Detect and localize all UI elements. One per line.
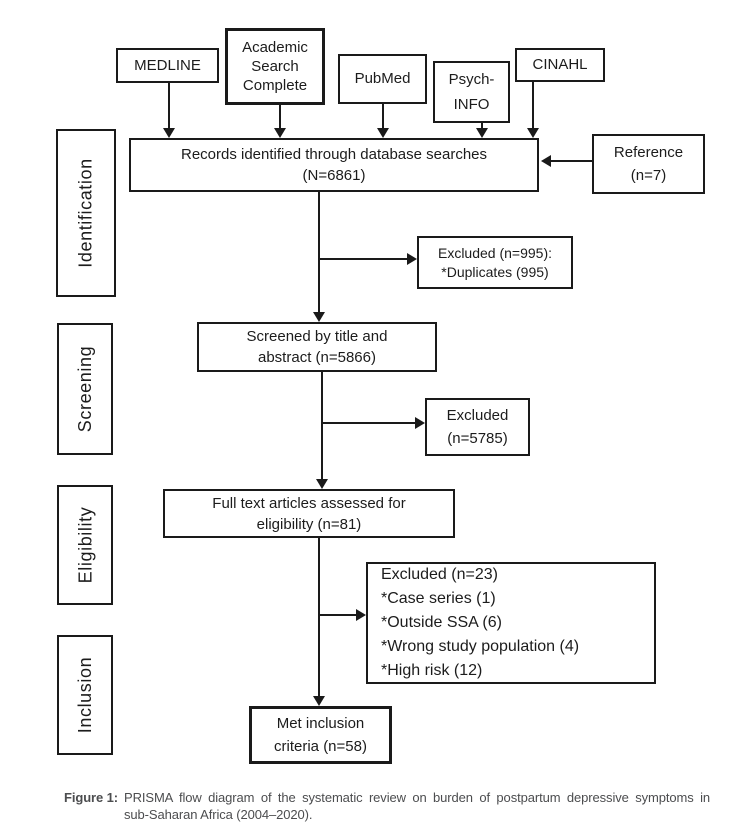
arrowhead-pubmed-records bbox=[377, 128, 389, 138]
node-text-line: Met inclusion bbox=[276, 715, 365, 732]
source-box-cinahl bbox=[515, 48, 605, 82]
stage-label-identification: Identification bbox=[76, 158, 96, 268]
node-text-line: *Outside SSA (6) bbox=[381, 614, 502, 631]
node-text-line: (n=5785) bbox=[447, 430, 508, 447]
connector-medline-records bbox=[168, 83, 170, 128]
node-text-line: Excluded (n=995): bbox=[437, 244, 553, 261]
figure-caption-line: PRISMA flow diagram of the systematic review on burden of postpartum depressive symptoms in bbox=[124, 790, 710, 805]
connector-screened-fulltext bbox=[321, 372, 323, 479]
node-text-line: (N=6861) bbox=[302, 167, 366, 184]
arrowhead-medline-records bbox=[163, 128, 175, 138]
source-label-line: Complete bbox=[242, 77, 308, 94]
arrowhead-fulltext-included bbox=[313, 696, 325, 706]
node-text-line: Excluded (n=23) bbox=[381, 566, 498, 583]
node-text-line: *Case series (1) bbox=[381, 590, 496, 607]
node-text-line: *Duplicates (995) bbox=[441, 263, 549, 280]
stage-box-eligibility bbox=[57, 485, 113, 605]
arrowhead-branch-excluded-duplicates bbox=[407, 253, 417, 265]
node-text-line: Reference bbox=[613, 144, 684, 161]
figure-caption-text bbox=[124, 789, 710, 823]
source-box-psychinfo bbox=[433, 61, 510, 123]
source-label-line: Psych- bbox=[448, 71, 495, 88]
node-excluded-screened bbox=[425, 398, 530, 456]
source-box-academic-search-complete bbox=[225, 28, 325, 105]
connector-branch-excluded-duplicates bbox=[318, 258, 407, 260]
node-text-line: Full text articles assessed for bbox=[212, 494, 406, 512]
source-label-pubmed: PubMed bbox=[354, 70, 411, 87]
arrowhead-screened-fulltext bbox=[316, 479, 328, 489]
stage-label-screening: Screening bbox=[75, 345, 96, 433]
connector-pubmed-records bbox=[382, 104, 384, 128]
node-text-line: *High risk (12) bbox=[381, 662, 483, 679]
connector-fulltext-included bbox=[318, 538, 320, 696]
node-text-line: Excluded bbox=[446, 407, 509, 424]
figure-caption bbox=[64, 789, 710, 823]
node-reference bbox=[592, 134, 705, 194]
source-label-medline: MEDLINE bbox=[134, 56, 201, 74]
node-excluded-full-text bbox=[366, 562, 656, 684]
node-text-line: abstract (n=5866) bbox=[258, 349, 376, 366]
arrowhead-reference-records bbox=[541, 155, 551, 167]
stage-box-inclusion bbox=[57, 635, 113, 755]
arrowhead-academic-records bbox=[274, 128, 286, 138]
figure-caption-line: sub-Saharan Africa (2004–2020). bbox=[124, 807, 313, 822]
figure-caption-label: Figure 1: bbox=[64, 790, 118, 805]
arrowhead-branch-excluded-fulltext bbox=[356, 609, 366, 621]
source-label-line: INFO bbox=[453, 96, 490, 113]
source-label-line: Academic bbox=[242, 39, 308, 56]
arrowhead-records-screened bbox=[313, 312, 325, 322]
node-text-line: Screened by title and bbox=[246, 328, 388, 345]
node-screened bbox=[197, 322, 437, 372]
node-text-line: Records identified through database searches bbox=[180, 146, 488, 163]
arrowhead-cinahl-records bbox=[527, 128, 539, 138]
node-full-text-assessed bbox=[163, 489, 455, 538]
stage-label-inclusion: Inclusion bbox=[75, 656, 96, 734]
connector-reference-records bbox=[551, 160, 592, 162]
connector-academic-records bbox=[279, 105, 281, 128]
node-text-line: (n=7) bbox=[630, 167, 667, 184]
source-label-cinahl: CINAHL bbox=[532, 56, 588, 73]
connector-branch-excluded-screened bbox=[321, 422, 415, 424]
node-text-line: eligibility (n=81) bbox=[256, 515, 362, 533]
connector-cinahl-records bbox=[532, 82, 534, 128]
stage-box-screening bbox=[57, 323, 113, 455]
source-box-pubmed bbox=[338, 54, 427, 104]
node-records-identified bbox=[129, 138, 539, 192]
node-excluded-duplicates bbox=[417, 236, 573, 289]
connector-records-screened bbox=[318, 192, 320, 313]
node-text-line: criteria (n=58) bbox=[274, 738, 367, 755]
source-label-line: Search bbox=[251, 58, 299, 75]
arrowhead-psychinfo-records bbox=[476, 128, 488, 138]
node-met-inclusion bbox=[249, 706, 392, 764]
stage-label-eligibility: Eligibility bbox=[75, 506, 95, 584]
source-box-medline bbox=[116, 48, 219, 83]
node-text-line: *Wrong study population (4) bbox=[381, 638, 580, 655]
connector-branch-excluded-fulltext bbox=[318, 614, 356, 616]
stage-box-identification bbox=[56, 129, 116, 297]
arrowhead-branch-excluded-screened bbox=[415, 417, 425, 429]
